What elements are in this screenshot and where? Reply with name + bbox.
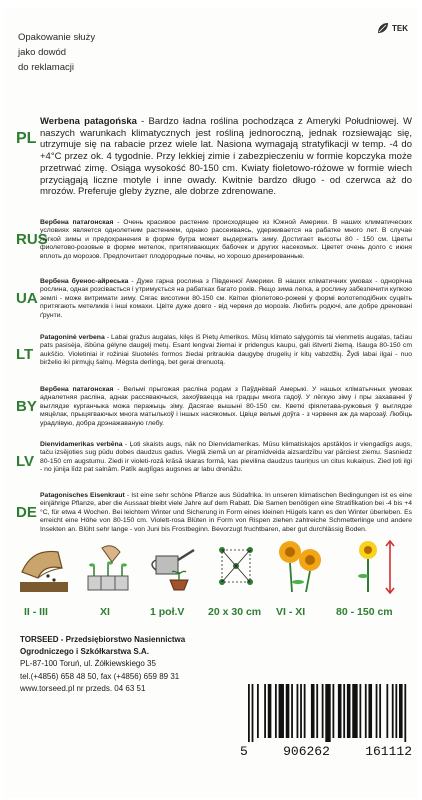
barcode-digit-group: 161112: [365, 744, 412, 759]
description-body: - Дуже гарна рослина з Південної Америки. В наших кліматичних умовах - однорічна рослина, однак розсівається і утримується на рабатках багато років. Якщо зима легка, а рослину забезпечити купкою землі - може витримати зиму. Сягає висотини 80-150 см. Квітки фіолетово-рожеві у формі волотеподібних суцвіть притягають метеликів і інші комахи. Цвіте дуже довго - від червня до морозів. Любить родючі, але добре дреновані ґрунти.: [40, 278, 412, 319]
flower-icon: [274, 538, 326, 594]
spacing-label: 20 x 30 cm: [208, 606, 262, 618]
tek-label: TEK: [392, 23, 408, 33]
description-text: [40, 116, 412, 198]
complaint-note-line: do reklamacji: [18, 62, 74, 73]
language-code: RUS: [16, 231, 48, 248]
description-text: [40, 441, 412, 475]
company-name-cont: Ogrodniczego i Szkółkarstwa S.A.: [20, 647, 149, 657]
description-text: [40, 278, 412, 320]
lang-section-by: [16, 386, 416, 436]
lang-section-lt: [16, 334, 416, 384]
description-body: - Bardzo ładna roślina pochodząca z Ameryki Południowej. W naszych warunkach klimatycznych jest rośliną jednoroczną, jednak rozsiewając się, utrzymuje się na rabacie przez wiele lat. Nasiona wymagają stratyfikacji w temp. -4 do +4°C przez ok. 4 tygodnie. Przy lekkiej zimie i zabezpieczeniu w formie kopczyka może przetrwać zimę. Osiąga wysokość 80-150 cm. Kwiaty fioletowo-różowe w formie wiech przyciągają liczne motyle i inne owady. Kwitnie bardzo długo - od czerwca aż do mrozów. Preferuje gleby żyzne, ale dobrze zdrenowane.: [40, 116, 412, 198]
seedling-pot-icon: [82, 538, 134, 594]
lang-section-ua: [16, 278, 416, 328]
complaint-note-line: Opakowanie służy: [18, 32, 96, 43]
description-text: [40, 334, 412, 368]
description-text: [40, 386, 412, 428]
plant-name: Dienvidamerikas verbēna: [40, 441, 123, 448]
sowing-hand-icon: [18, 538, 70, 594]
cultivation-labels: [12, 606, 416, 620]
company-info: [20, 634, 260, 695]
description-body: - Labai gražus augalas, kilęs iš Pietų Amerikos. Mūsų klimato sąlygomis tai vienmetis augalas, tačiau pats pasisėja, išbūna gėlyne daugelį metų. Esant lengvai žiemai ir pridengus kaupu, gali ištverti žiemą. Išauga 80-150 cm aukščio. Violetiniai ir rožiniai šluotelės formos žiedai pritraukia daugybę drugelių ir kitų vabzdžių. Žydi labai ilgai - nuo birželio iki pirmųjų šalnų. Mėgsta derlingą, bet gerai drenuotą.: [40, 334, 412, 367]
lang-section-de: [16, 492, 416, 542]
spacing-grid-icon: [210, 538, 262, 594]
company-address: PL-87-100 Toruń, ul. Żółkiewskiego 35: [20, 659, 156, 669]
flowering-period-label: VI - XI: [276, 606, 306, 618]
planting-period-label: 1 poł.V: [150, 606, 185, 618]
plant-name: Вербена патагонская: [40, 219, 114, 226]
language-code: UA: [16, 290, 38, 307]
sowing-period-label: II - III: [24, 606, 48, 618]
description-body: - Очень красивое растение происходящее из Южной Америки. В наших климатических условиях является однолетним растением, однако рассеиваясь, удерживается на рабатке много лет. В случае легкой зимы и предохранения в форме бугра может выдержать зиму. Достигает высоты 80 - 150 см. Цветы фиолетово-розовые в форме метелок, притягивающих бабочек и других насекомых. Цветет очень долго с июня вплоть до морозов. Предпочитает плодородные почвы, но хорошо дренированные.: [40, 219, 412, 260]
tek-badge: [377, 22, 408, 34]
barcode-digit-group: 906262: [283, 744, 330, 759]
tek-leaf-icon: [377, 22, 389, 34]
barcode-digit-group: 5: [240, 744, 248, 759]
complaint-note: [18, 30, 158, 75]
plant-height-icon: [346, 538, 398, 594]
plant-name: Patagonisches Eisenkraut: [40, 492, 125, 499]
complaint-note-line: jako dowód: [18, 47, 67, 58]
plant-name: Patagoninė verbena: [40, 334, 105, 341]
language-code: PL: [16, 130, 37, 147]
description-body: - Ļoti skaists augs, nāk no Dienvidamerikas. Mūsu klimatiskajos apstākļos ir viengadīgs augs, taču izsējoties sug pūdu dobes daudzus gadus. Vieglā ziemā un ar piramīdveida aizsardzību var pārciest ziemu. Sasniedz 80-150 cm augstumu. Ziedi ir violeti-rozā krāsā skaras formā, kas pievilina daudzus tauriņus un citus kukaiņus. Zied ļoti ilgi - no jūnija līdz pat salnām. Patīk auglīgas augsnes ar labu drenāžu.: [40, 441, 412, 474]
language-code: LV: [16, 453, 35, 470]
seedling-period-label: XI: [100, 606, 110, 618]
company-phone: tel.(+4856) 658 48 50, fax (+4856) 659 89 31: [20, 671, 180, 681]
description-text: [40, 219, 412, 261]
seed-packet-back: [4, 8, 418, 798]
barcode-bars-icon: [248, 684, 408, 742]
barcode: [240, 684, 412, 760]
lang-section-lv: [16, 441, 416, 489]
lang-section-pl: [16, 116, 416, 210]
plant-name: Werbena patagońska: [40, 116, 137, 127]
plant-name: Вербена буенос-айреська: [40, 278, 129, 285]
company-web: www.torseed.pl nr przeds. 04 63 51: [20, 683, 146, 693]
description-text: [40, 492, 412, 534]
plant-name: Вербена патагонская: [40, 386, 114, 393]
language-code: DE: [16, 504, 37, 521]
cultivation-icons: [12, 538, 416, 598]
watering-can-icon: [148, 538, 200, 594]
lang-section-rus: [16, 219, 416, 269]
company-name: TORSEED - Przedsiębiorstwo Nasiennictwa: [20, 635, 186, 644]
barcode-digits: [240, 744, 412, 759]
description-body: - Вельмі прыгожая расліна родам з Паўднёвай Амерыкі. У нашых кліматычных умовах адналетняя расліна, аднак рассяваючыся, захоўваецца на градцы многа гадоў. У лёгкую зіму і пры захаванні ў выглядзе курганчыка можа перажыць зіму. Дасягае вышыні 80-150 см. Кветкі фіялетава-ружовыя ў выглядзе мяцёлак, прыцягваючых многа матылькоў і іншых насякомых. Цвіце вельмі доўга - з чэрвеня аж да марозаў. Любіць урадлівую, добра дрэнажаваную глебу.: [40, 386, 413, 427]
language-code: LT: [16, 346, 34, 363]
description-body: - Ist eine sehr schöne Pflanze aus Südafrika. In unseren klimatischen Bedingungen ist es eine einjährige Pflanze, aber die Aussaat bleibt viele Jahre auf dem Rabatt. Die Samen benötigen eine Stratifikation bei -4 bis +4 °C, für etwa 4 Wochen. Bei leichtem Winter und Sicherung in Form eines kleinen Hügels kann es den Winter überleben. Es erreicht eine Höhe von 80-150 cm. Violett-rosa Blüten in Form von Rispen ziehen zahlreiche Schmetterlinge und andere Insekten an. Blüht sehr lange - von Juni bis Frostbeginn. Bevorzugt fruchtbaren, aber gut durchlässig Boden.: [40, 492, 412, 533]
language-code: BY: [16, 398, 37, 415]
plant-height-label: 80 - 150 cm: [336, 606, 393, 618]
